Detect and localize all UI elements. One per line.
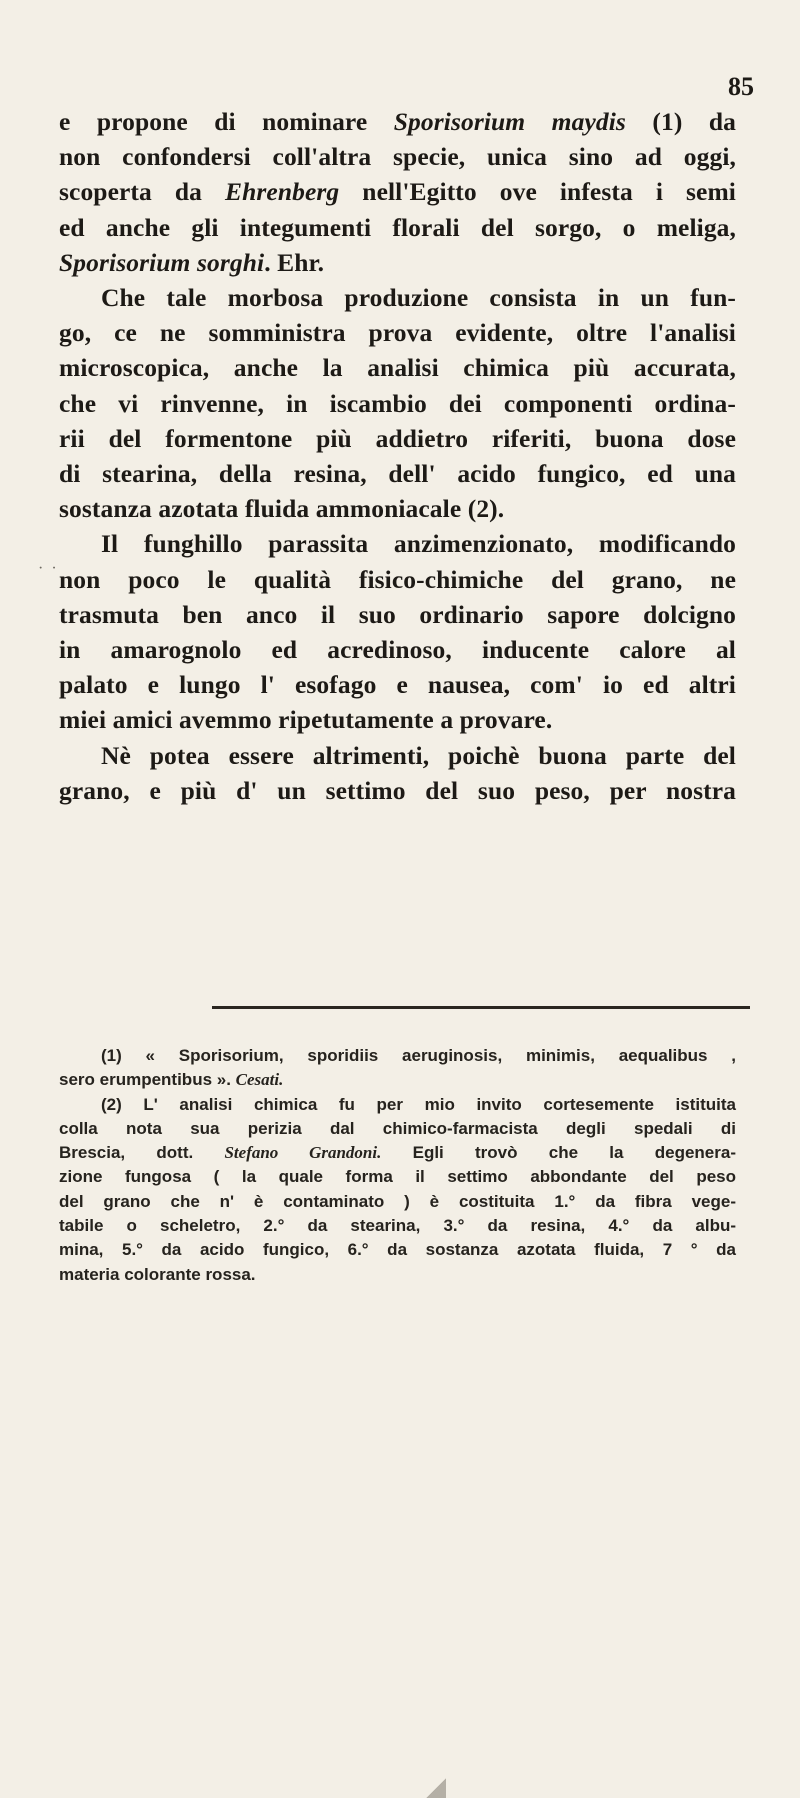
footnote-span: materia colorante rossa. — [59, 1264, 256, 1284]
body-span: microscopica, anche la analisi chimica più accurata, — [59, 353, 736, 383]
body-line — [59, 421, 736, 456]
body-line — [59, 315, 736, 350]
body-line — [59, 738, 736, 773]
footnote-line — [59, 1093, 736, 1117]
body-line — [59, 632, 736, 667]
body-span: trasmuta ben anco il suo ordinario sapore dolcigno — [59, 599, 736, 629]
body-span: palato e lungo l' esofago e nausea, com' io ed altri — [59, 670, 736, 700]
body-span: Il funghillo parassita anzimenzionato, modificando — [101, 529, 736, 559]
body-emphasis: Sporisorium sorghi — [59, 247, 265, 277]
footnote-span: zione fungosa ( la quale forma il settimo abbondante del peso — [59, 1167, 736, 1187]
body-span: Nè potea essere altrimenti, poichè buona parte del — [101, 740, 736, 770]
body-line — [59, 280, 736, 315]
body-span: . Ehr. — [264, 247, 325, 277]
body-line — [59, 139, 736, 174]
footnote-line — [59, 1238, 736, 1262]
footnote-line — [59, 1190, 736, 1214]
footnote-line — [59, 1165, 736, 1189]
body-line — [59, 702, 736, 737]
body-span: scoperta da — [59, 177, 226, 207]
footnote-span: mina, 5.° da acido fungico, 6.° da sostanza azotata fluida, 7 ° da — [59, 1240, 736, 1260]
footnote-line — [59, 1263, 736, 1287]
body-emphasis: Sporisorium maydis — [393, 107, 626, 136]
body-span: non poco le qualità fisico-chimiche del grano, ne — [59, 564, 736, 594]
footnote-span: (1) « Sporisorium, sporidiis aeruginosis, minimis, aequalibus , — [101, 1046, 736, 1065]
body-text — [59, 104, 736, 808]
body-line — [59, 104, 736, 139]
margin-dots: · · — [38, 560, 59, 577]
body-emphasis: Ehrenberg — [225, 177, 340, 207]
body-line — [59, 526, 736, 561]
body-span: di stearina, della resina, dell' acido fungico, ed una — [59, 459, 736, 489]
body-span: ed anche gli integumenti florali del sorgo, o meliga, — [59, 212, 736, 242]
footnote-emphasis: Cesati. — [235, 1070, 284, 1090]
body-line — [59, 245, 736, 280]
footnote-span: colla nota sua perizia dal chimico-farmacista degli spedali di — [59, 1118, 736, 1138]
footnote-line — [59, 1068, 736, 1092]
body-span: miei amici avemmo ripetutamente a provare. — [59, 705, 553, 735]
footnote-line — [59, 1141, 736, 1165]
footnote-line — [59, 1117, 736, 1141]
body-span: nell'Egitto ove infesta i semi — [339, 177, 736, 207]
body-span: rii del formentone più addietro riferiti, buona dose — [59, 423, 736, 453]
body-span: in amarognolo ed acredinoso, inducente calore al — [59, 635, 736, 665]
footnote-span: Brescia, dott. — [59, 1143, 225, 1163]
page-number: 85 — [728, 72, 754, 101]
body-line — [59, 174, 736, 209]
body-span: e propone di nominare — [59, 107, 394, 136]
body-span: (1) da — [625, 107, 737, 136]
body-span: non confondersi coll'altra specie, unica sino ad oggi, — [59, 142, 736, 172]
footnote-emphasis: Stefano Grandoni. — [224, 1143, 382, 1163]
body-span: sostanza azotata fluida ammoniacale (2). — [59, 494, 505, 524]
footnote-span: Egli trovò che la degenera- — [381, 1143, 736, 1163]
footnote-span: sero erumpentibus ». — [59, 1070, 236, 1090]
body-line — [59, 597, 736, 632]
body-line — [59, 491, 736, 526]
body-span: grano, e più d' un settimo del suo peso, per nostra — [59, 775, 736, 805]
body-span: Che tale morbosa produzione consista in un fun- — [101, 283, 736, 313]
body-span: che vi rinvenne, in iscambio dei componenti ordina- — [59, 388, 736, 418]
page-corner-mark — [424, 1776, 446, 1798]
footnote-span: del grano che n' è contaminato ) è costituita 1.° da fibra vege- — [59, 1191, 736, 1211]
footnote-line — [59, 1044, 736, 1068]
footnote-span: (2) L' analisi chimica fu per mio invito cortesemente istituita — [101, 1094, 736, 1114]
body-line — [59, 350, 736, 385]
footnote-line — [59, 1214, 736, 1238]
footnotes — [59, 1044, 736, 1287]
footnote-span: tabile o scheletro, 2.° da stearina, 3.° da resina, 4.° da albu- — [59, 1216, 736, 1236]
body-line — [59, 773, 736, 808]
footnote-rule — [212, 1006, 750, 1009]
body-span: go, ce ne somministra prova evidente, oltre l'analisi — [59, 318, 736, 348]
body-line — [59, 562, 736, 597]
body-line — [59, 667, 736, 702]
body-line — [59, 456, 736, 491]
body-line — [59, 386, 736, 421]
body-line — [59, 210, 736, 245]
